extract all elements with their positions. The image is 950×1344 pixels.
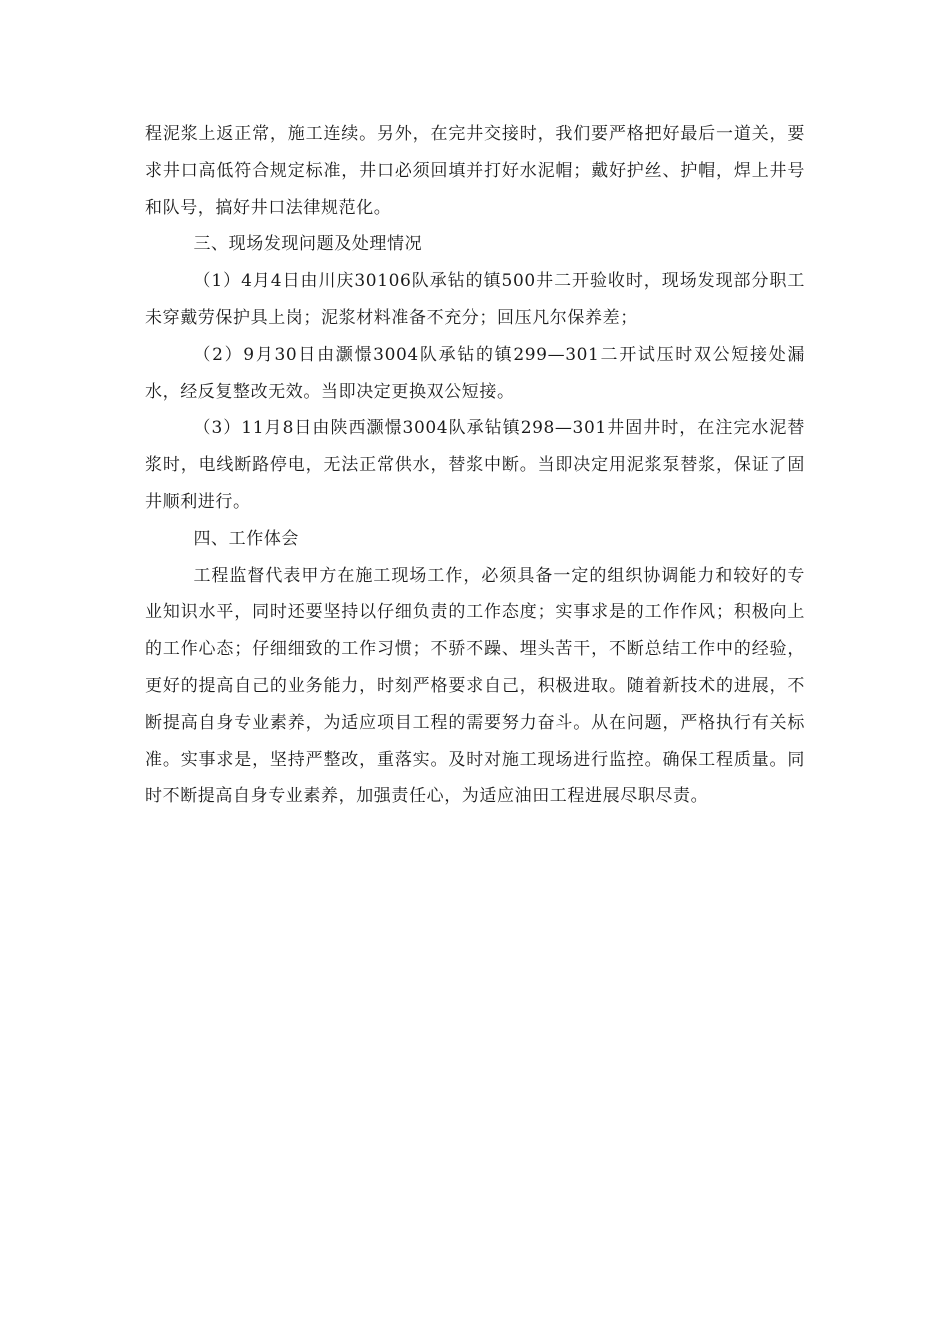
issue-item-1: （1）4月4日由川庆30106队承钻的镇500井二开验收时，现场发现部分职工未穿戴劳保护具上岗；泥浆材料准备不充分；回压凡尔保养差； [145,271,805,328]
experience-paragraph: 工程监督代表甲方在施工现场工作，必须具备一定的组织协调能力和较好的专业知识水平，同时还要坚持以仔细负责的工作态度；实事求是的工作作风；积极向上的工作心态；仔细细致的工作习惯；不骄不躁、埋头苦干，不断总结工作中的经验，更好的提高自己的业务能力，时刻严格要求自己，积极进取。随着新技术的进展，不断提高自身专业素养，为适应项目工程的需要努力奋斗。从在问题，严格执行有关标准。实事求是，坚持严整改，重落实。及时对施工现场进行监控。确保工程质量。同时不断提高自身专业素养，加强责任心，为适应油田工程进展尽职尽责。 [145,565,805,807]
continuation-paragraph: 程泥浆上返正常，施工连续。另外，在完井交接时，我们要严格把好最后一道关，要求井口高低符合规定标准，井口必须回填并打好水泥帽；戴好护丝、护帽，焊上井号和队号，搞好井口法律规范化。 [145,124,805,218]
issue-item-3: （3）11月8日由陕西灏憬3004队承钻镇298—301井固井时，在注完水泥替浆时，电线断路停电，无法正常供水，替浆中断。当即决定用泥浆泵替浆，保证了固井顺利进行。 [145,418,805,512]
section-three-heading: 三、现场发现问题及处理情况 [193,234,423,255]
issue-item-2: （2）9月30日由灏憬3004队承钻的镇299—301二开试压时双公短接处漏水，经反复整改无效。当即决定更换双公短接。 [145,344,805,402]
document-page [145,116,805,815]
section-four-heading: 四、工作体会 [193,528,300,549]
